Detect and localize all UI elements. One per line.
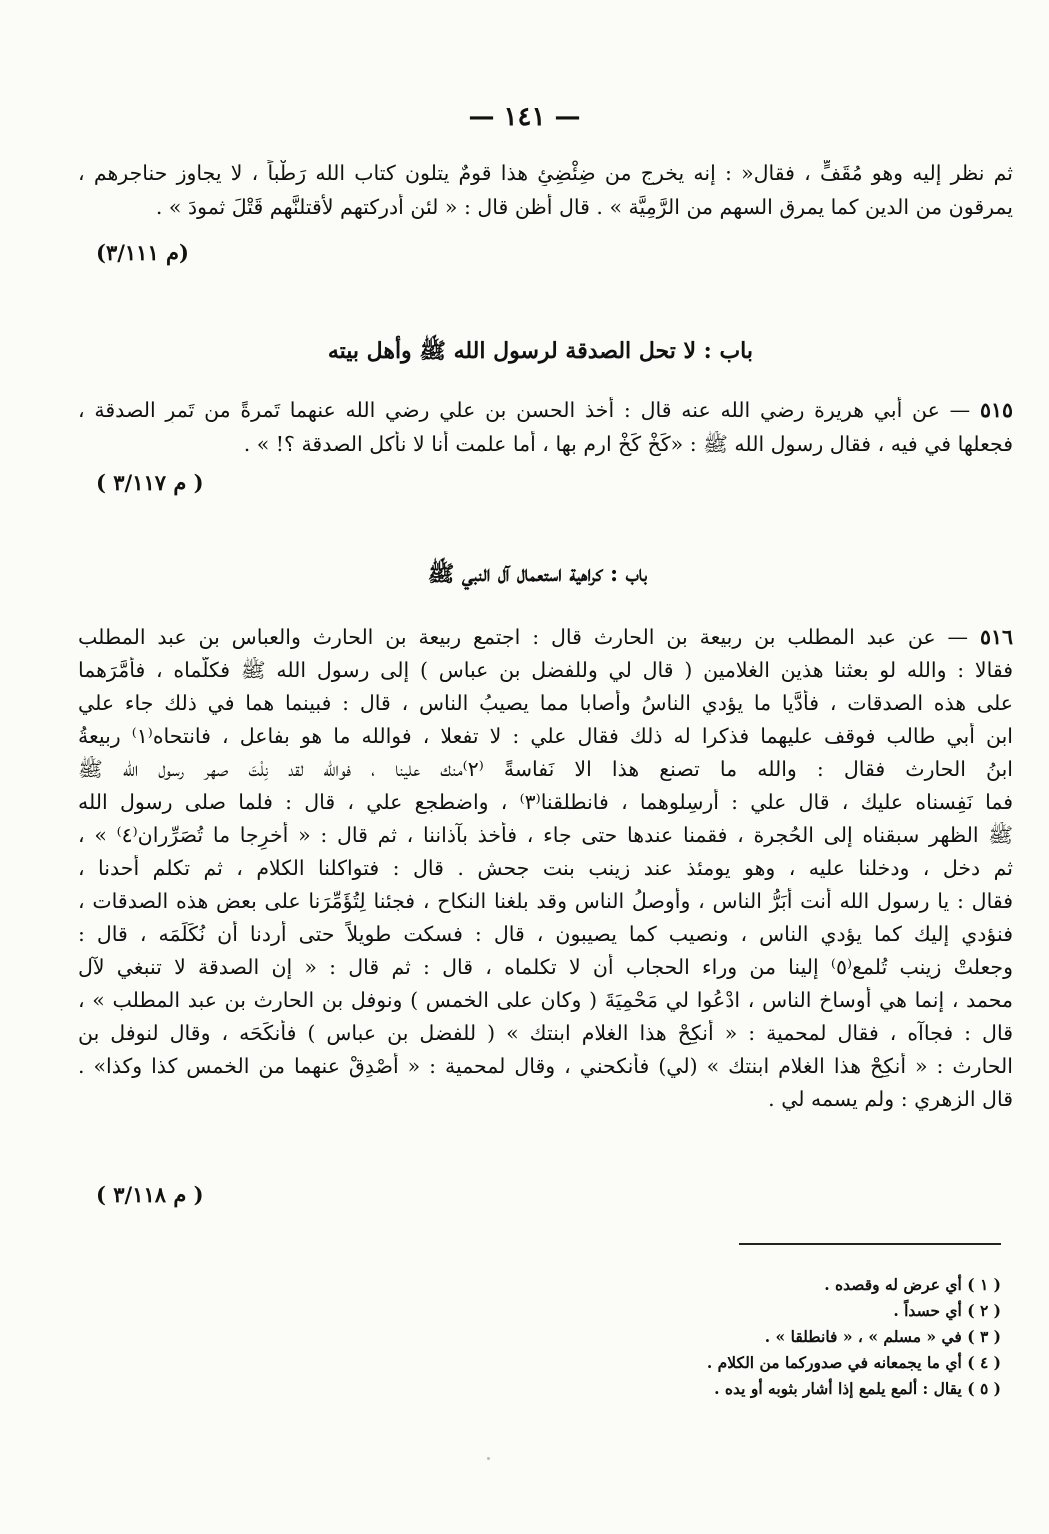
hadith-number: ٥١٥	[979, 398, 1013, 422]
page-number: — ١٤١ —	[468, 102, 581, 132]
footnote-divider	[739, 1243, 1001, 1245]
text-line: ثم دخل ، ودخلنا عليه ، وهو يومئذ عند زينب بنت جحش . قال : فتواكلنا الكلام ، ثم تكلم أحدنا ،	[78, 856, 1013, 880]
source-reference: ( م ٣/١١٧ )	[96, 470, 204, 495]
text-line: ثم نظر إليه وهو مُقَفٍّ ، فقال« : إنه يخرج من ضِئْضِئِ هذا قومٌ يتلون كتاب الله رَطْباً ، لا يجاوز حناجرهم ،	[78, 161, 1013, 185]
source-reference: ( م ٣/١١٨ )	[96, 1182, 204, 1207]
hadith-516	[78, 624, 1013, 1119]
text-line: فجعلها في فيه ، فقال رسول الله ﷺ : «كَخْ كَخْ ارمِ بها ، أما علمت أنا لا نأكل الصدقة ؟! » .	[243, 432, 1013, 456]
hadith-text: — عن عبد المطلب بن ربيعة بن الحارث قال : اجتمع ربيعة بن الحارث والعباس بن عبد المطلب	[78, 625, 969, 649]
hadith-text: — عن أبي هريرة رضي الله عنه قال : أخذ الحسن بن علي رضي الله عنهما تَمرةً من تَمرِ الصدقة ،	[78, 398, 971, 422]
text-line: فنؤدي إليك كما يؤدي الناس ، ونصيب كما يصيبون ، قال : فسكت طويلاً حتى أردنا أن نُكَلِّمَه ، قال :	[78, 922, 1013, 946]
top-section	[78, 160, 1013, 220]
text-line: قال : فجاآه ، فقال لمحمية : « أنكِحْ هذا الغلام ابنتك » ( للفضل بن عباس ) فأنكَحَه ، وقال لنوفل بن	[78, 1021, 1013, 1045]
footnote: ( ٣ ) في « مسلم » ، « فانطلقا » .	[764, 1327, 1001, 1346]
footnote: ( ٥ ) يقال : ألمع يلمع إذا أشار بثوبه أو يده .	[714, 1379, 1001, 1398]
text-line: وجعلتْ زينب تُلمع⁽٥⁾ إلينا من وراء الحجاب أن لا تكلماه ، قال : ثم قال : « إن الصدقة لا تنبغي لآل	[78, 955, 1013, 979]
text-line: قال الزهري : ولم يسمه لي .	[768, 1087, 1013, 1111]
text-line: يمرقون من الدين كما يمرق السهم من الرَّمِيَّة » . قال أظن قال : « لئن أدركتهم لأقتلنَّهم قَتْلَ ثمودَ » .	[155, 195, 1013, 219]
chapter-heading: باب : لا تحل الصدقة لرسول الله ﷺ وأهل بيته	[327, 338, 753, 364]
text-line: الحارث : « أنكِحْ هذا الغلام ابنتك » (لي) فأنكحني ، وقال لمحمية : « أصْدِقْ عنهما من الخمس كذا وكذا» .	[78, 1054, 1013, 1078]
text-line: ابنُ الحارث فقال : والله ما تصنع هذا الا نَفاسةً ⁽٢⁾منك علينا ، فوالله لقد نِلْتَ صهر رسول الله ﷺ	[78, 757, 1013, 781]
footnote: ( ٤ ) أي ما يجمعانه في صدوركما من الكلام .	[706, 1353, 1001, 1372]
text-line: فقال : يا رسول الله أنت أبَرُّ الناس ، وأوصلُ الناس وقد بلغنا النكاح ، فجئنا لِتُؤَمِّرَنا على بعض هذه الصدقات ،	[78, 889, 1013, 913]
text-line: محمد ، إنما هي أوساخ الناس ، ادْعُوا لي مَحْمِيَةَ ( وكان على الخمس ) ونوفل بن الحارث بن عبد المطلب » ،	[78, 988, 1013, 1012]
text-line: ﷺ الظهر سبقناه إلى الحُجرة ، فقمنا عندها حتى جاء ، فأخذ بآذاننا ، ثم قال : « أخرِجا ما تُصَرِّران⁽٤⁾ » ،	[78, 823, 1013, 847]
text-line: ابن أبي طالب فوقف عليهما فذكرا له ذلك فقال علي : لا تفعلا ، فوالله ما هو بفاعل ، فانتحاه⁽١⁾ ربيعةُ	[78, 724, 1013, 748]
text-line: فما نَفِسناه عليك ، قال علي : أرسِلوهما ، فانطلقنا⁽٣⁾ ، واضطجع علي ، قال : فلما صلى رسول الله	[78, 790, 1013, 814]
chapter-heading: باب : كراهية استعمال آل النبي ﷺ	[427, 561, 647, 587]
text-line	[78, 624, 1013, 657]
footnotes	[301, 1272, 1001, 1402]
scan-speck	[487, 1457, 490, 1460]
text-line: على هذه الصدقات ، فأدَّيا ما يؤدي الناسُ وأصابا مما يصيبُ الناس ، قال : فبينما هما في ذلك جاء علي	[78, 691, 1013, 715]
footnote: ( ٢ ) أي حسداً .	[893, 1301, 1001, 1320]
source-reference: (م ٣/١١١)	[96, 240, 189, 265]
hadith-515	[78, 397, 1013, 457]
footnote: ( ١ ) أي عرض له وقصده .	[824, 1275, 1001, 1294]
text-line: فقالا : والله لو بعثنا هذين الغلامين ( قال لي وللفضل بن عباس ) إلى رسول الله ﷺ فكلَّماه ، فأمَّرَهما	[78, 658, 1013, 682]
text-line	[78, 397, 1013, 423]
hadith-number: ٥١٦	[979, 625, 1013, 649]
